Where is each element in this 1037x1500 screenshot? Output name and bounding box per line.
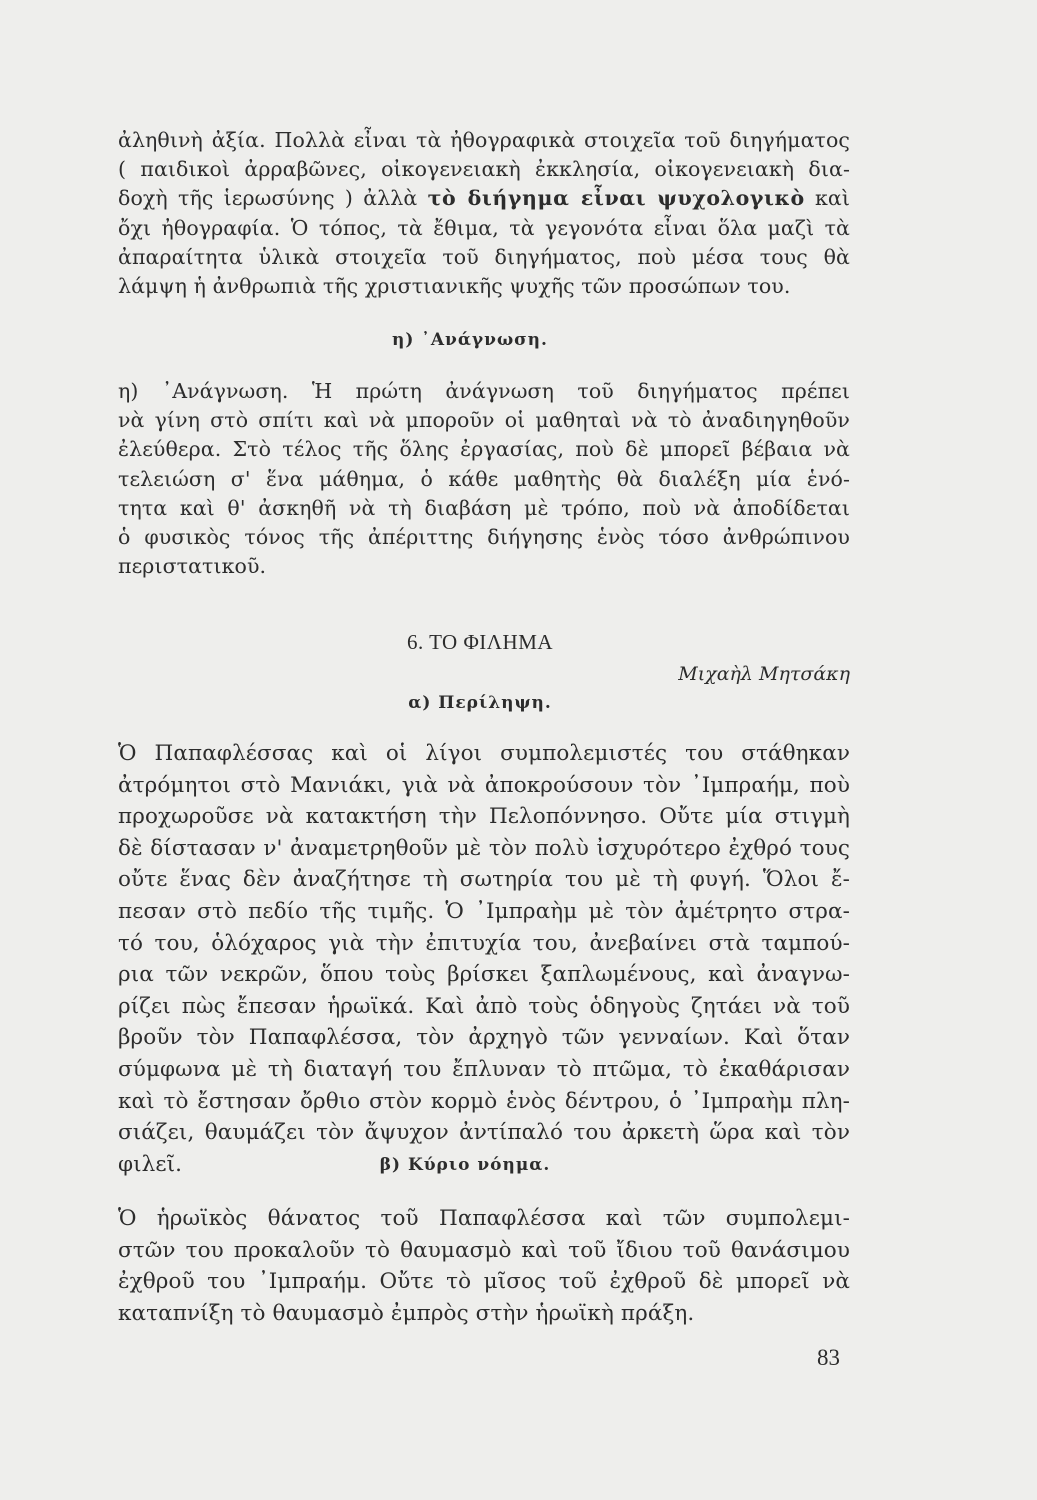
text-line: τό του, ὁλόχαρος γιὰ τὴν ἐπιτυχία του, ἀνεβαίνει στὰ ταμπού- [118,930,850,956]
text-line: τητα καὶ θ' ἀσκηθῆ νὰ τὴ διαβάση μὲ τρόπο, ποὺ νὰ ἀποδίδεται [118,495,850,520]
text-line: οὔτε ἕνας δὲν ἀναζήτησε τὴ σωτηρία του μὲ τὴ φυγή. Ὅλοι ἔ- [118,867,850,893]
chapter-title: 6. ΤΟ ΦΙΛΗΜΑ [406,630,554,654]
text-line: η) ᾿Ανάγνωση. Ἡ πρώτη ἀνάγνωση τοῦ διηγήματος πρέπει [118,379,850,403]
text-line: ρια τῶν νεκρῶν, ὅπου τοὺς βρίσκει ξαπλωμένους, καὶ ἀναγνω- [118,962,850,988]
text-line [118,184,850,213]
bold-emphasis: τὸ διήγημα εἶναι ψυχολογικὸ [427,186,805,211]
text-line: σιάζει, θαυμάζει τὸν ἄψυχον ἀντίπαλό του ἀρκετὴ ὥρα καὶ τὸν [118,1120,850,1146]
text-line: σύμφωνα μὲ τὴ διαταγή του ἔπλυναν τὸ πτῶμα, τὸ ἐκαθάρισαν [118,1056,850,1082]
text-line: φιλεῖ. [118,1151,183,1177]
text-line: ὄχι ἠθογραφία. Ὁ τόπος, τὰ ἔθιμα, τὰ γεγονότα εἶναι ὅλα μαζὶ τὰ [118,215,850,240]
text-line: προχωροῦσε νὰ κατακτήση τὴν Πελοπόννησο. Οὔτε μία στιγμὴ [118,804,850,830]
text-line: βροῦν τὸν Παπαφλέσσα, τὸν ἀρχηγὸ τῶν γενναίων. Καὶ ὅταν [118,1025,850,1051]
text-line: ( παιδικοὶ ἀρραβῶνες, οἰκογενειακὴ ἐκκλησία, οἰκογενειακὴ δια- [118,157,850,182]
text-line: καὶ τὸ ἔστησαν ὄρθιο στὸν κορμὸ ἑνὸς δέντρου, ὁ ᾿Ιμπραὴμ πλη- [118,1088,850,1114]
page-number: 83 [817,1345,840,1370]
text-line: δὲ δίστασαν ν' ἀναμετρηθοῦν μὲ τὸν πολὺ ἰσχυρότερο ἐχθρό τους [118,835,850,861]
text-line: στῶν του προκαλοῦν τὸ θαυμασμὸ καὶ τοῦ ἴδιου τοῦ θανάσιμου [118,1237,850,1263]
paragraph-ethography [118,126,850,301]
text-line: νὰ γίνη στὸ σπίτι καὶ νὰ μποροῦν οἱ μαθηταὶ νὰ τὸ ἀναδιηγηθοῦν [118,408,850,433]
text-line: τελειώση σ' ἕνα μάθημα, ὁ κάθε μαθητὴς θὰ διαλέξη μία ἑνό- [118,466,850,491]
text-line: ρίζει πὼς ἔπεσαν ἡρωϊκά. Καὶ ἀπὸ τοὺς ὁδηγοὺς ζητάει νὰ τοῦ [118,993,850,1019]
text-line-start: δοχὴ τῆς ἱερωσύνης ) ἀλλὰ [118,186,428,211]
paragraph-main-idea [118,1203,850,1329]
text-line: ἀληθινὴ ἀξία. Πολλὰ εἶναι τὰ ἠθογραφικὰ στοιχεῖα τοῦ διηγήματος [118,128,850,152]
text-line: πεσαν στὸ πεδίο τῆς τιμῆς. Ὁ ᾿Ιμπραὴμ μὲ τὸν ἀμέτρητο στρα- [118,898,850,924]
text-line: ἀπαραίτητα ὑλικὰ στοιχεῖα τοῦ διηγήματος, ποὺ μέσα τους θὰ [118,244,850,269]
text-line: Ὁ Παπαφλέσσας καὶ οἱ λίγοι συμπολεμιστές του στάθηκαν [118,741,850,766]
text-line: Ὁ ἡρωϊκὸς θάνατος τοῦ Παπαφλέσσα καὶ τῶν συμπολεμι- [118,1206,850,1231]
text-line: ἐλεύθερα. Στὸ τέλος τῆς ὅλης ἐργασίας, ποὺ δὲ μπορεῖ βέβαια νὰ [118,437,850,462]
text-line: περιστατικοῦ. [118,554,267,579]
section-heading-summary: α) Περίληψη. [408,693,552,713]
text-line: ὁ φυσικὸς τόνος τῆς ἀπέριττης διήγησης ἑνὸς τόσο ἀνθρώπινου [118,525,850,550]
section-heading-main-idea: β) Κύριο νόημα. [379,1155,551,1175]
text-line: ἀτρόμητοι στὸ Μανιάκι, γιὰ νὰ ἀποκρούσουν τὸν ᾿Ιμπραήμ, ποὺ [118,772,850,798]
paragraph-reading [118,377,850,581]
author-name: Μιχαὴλ Μητσάκη [678,663,850,685]
text-line: λάμψη ἡ ἀνθρωπιὰ τῆς χριστιανικῆς ψυχῆς τῶν προσώπων του. [118,274,791,299]
text-line-end: καὶ [804,186,850,211]
section-heading-reading: η) ᾿Ανάγνωση. [392,330,548,350]
text-line: καταπνίξη τὸ θαυμασμὸ ἐμπρὸς στὴν ἡρωϊκὴ πράξη. [118,1300,695,1326]
text-line: ἐχθροῦ του ᾿Ιμπραήμ. Οὔτε τὸ μῖσος τοῦ ἐχθροῦ δὲ μπορεῖ νὰ [118,1269,850,1295]
paragraph-summary [118,738,850,1180]
